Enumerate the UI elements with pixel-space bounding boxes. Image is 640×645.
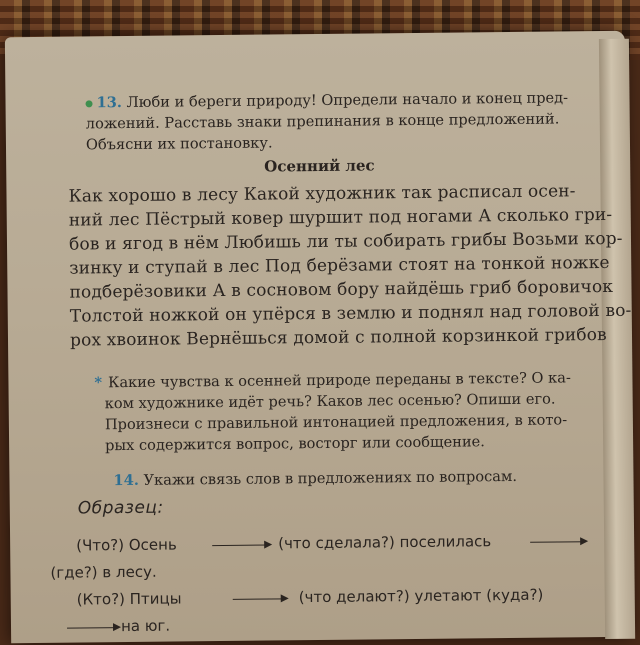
- arrow-icon: [67, 627, 119, 629]
- task13-number: 13.: [96, 94, 123, 112]
- text-line-5: подберёзовики А в сосновом бору найдёшь гриб боровичок: [69, 276, 614, 303]
- example-part-4: (Кто?) Птицы: [76, 589, 182, 609]
- example-part-1: (Что?) Осень: [76, 535, 177, 555]
- green-dot-icon: [86, 100, 93, 107]
- question-line-2: ком художнике идёт речь? Каков лес осенью? Опиши его.: [104, 390, 556, 413]
- task13-line-3: Объясни их постановку.: [85, 134, 273, 154]
- text-line-6: Толстой ножкой он упёрся в землю и поднял над головой во-: [69, 300, 632, 327]
- arrow-icon: [530, 541, 586, 543]
- question-line-4: рых содержится вопрос, восторг или сообщение.: [105, 433, 485, 455]
- textbook-page: [5, 31, 631, 643]
- example-part-3: (где?) в лесу.: [50, 562, 157, 582]
- asterisk-icon: *: [94, 374, 103, 392]
- example-part-2: (что сделала?) поселилась: [278, 532, 492, 553]
- question-line-1: [94, 369, 571, 391]
- text-title: Осенний лес: [264, 156, 375, 176]
- task13-text: Люби и береги природу! Определи начало и конец пред-: [126, 89, 569, 111]
- task14-number: 14.: [113, 471, 139, 490]
- task13-line-2: ложений. Расставь знаки препинания в конце предложений.: [85, 110, 560, 133]
- question-line-3: Произнеси с правильной интонацией предложения, в кото-: [104, 411, 568, 434]
- text-line-2: ний лес Пёстрый ковер шуршит под ногами А сколько гри-: [68, 204, 613, 231]
- task14-text: Укажи связь слов в предложениях по вопросам.: [143, 467, 518, 489]
- text-line-7: рох хвоинок Вернёшься домой с полной корзинкой грибов: [69, 324, 607, 351]
- text-line-3: бов и ягод в нём Любишь ли ты собирать грибы Возьми кор-: [68, 228, 623, 255]
- example-part-6: на юг.: [120, 616, 171, 636]
- arrow-icon: [233, 598, 287, 600]
- example-part-5: (что делают?) улетают (куда?): [298, 585, 544, 607]
- text-line-1: Как хорошо в лесу Какой художник так расписал осен-: [68, 181, 576, 207]
- task14-line: [113, 468, 517, 489]
- text-line-4: зинку и ступай в лес Под берёзами стоят на тонкой ножке: [69, 252, 610, 279]
- example-label: Образец:: [77, 497, 164, 519]
- question-text: Какие чувства к осенней природе переданы в тексте? О ка-: [108, 369, 571, 392]
- task13-line-1: [85, 89, 568, 111]
- arrow-icon: [212, 545, 270, 547]
- page-content: [5, 31, 631, 643]
